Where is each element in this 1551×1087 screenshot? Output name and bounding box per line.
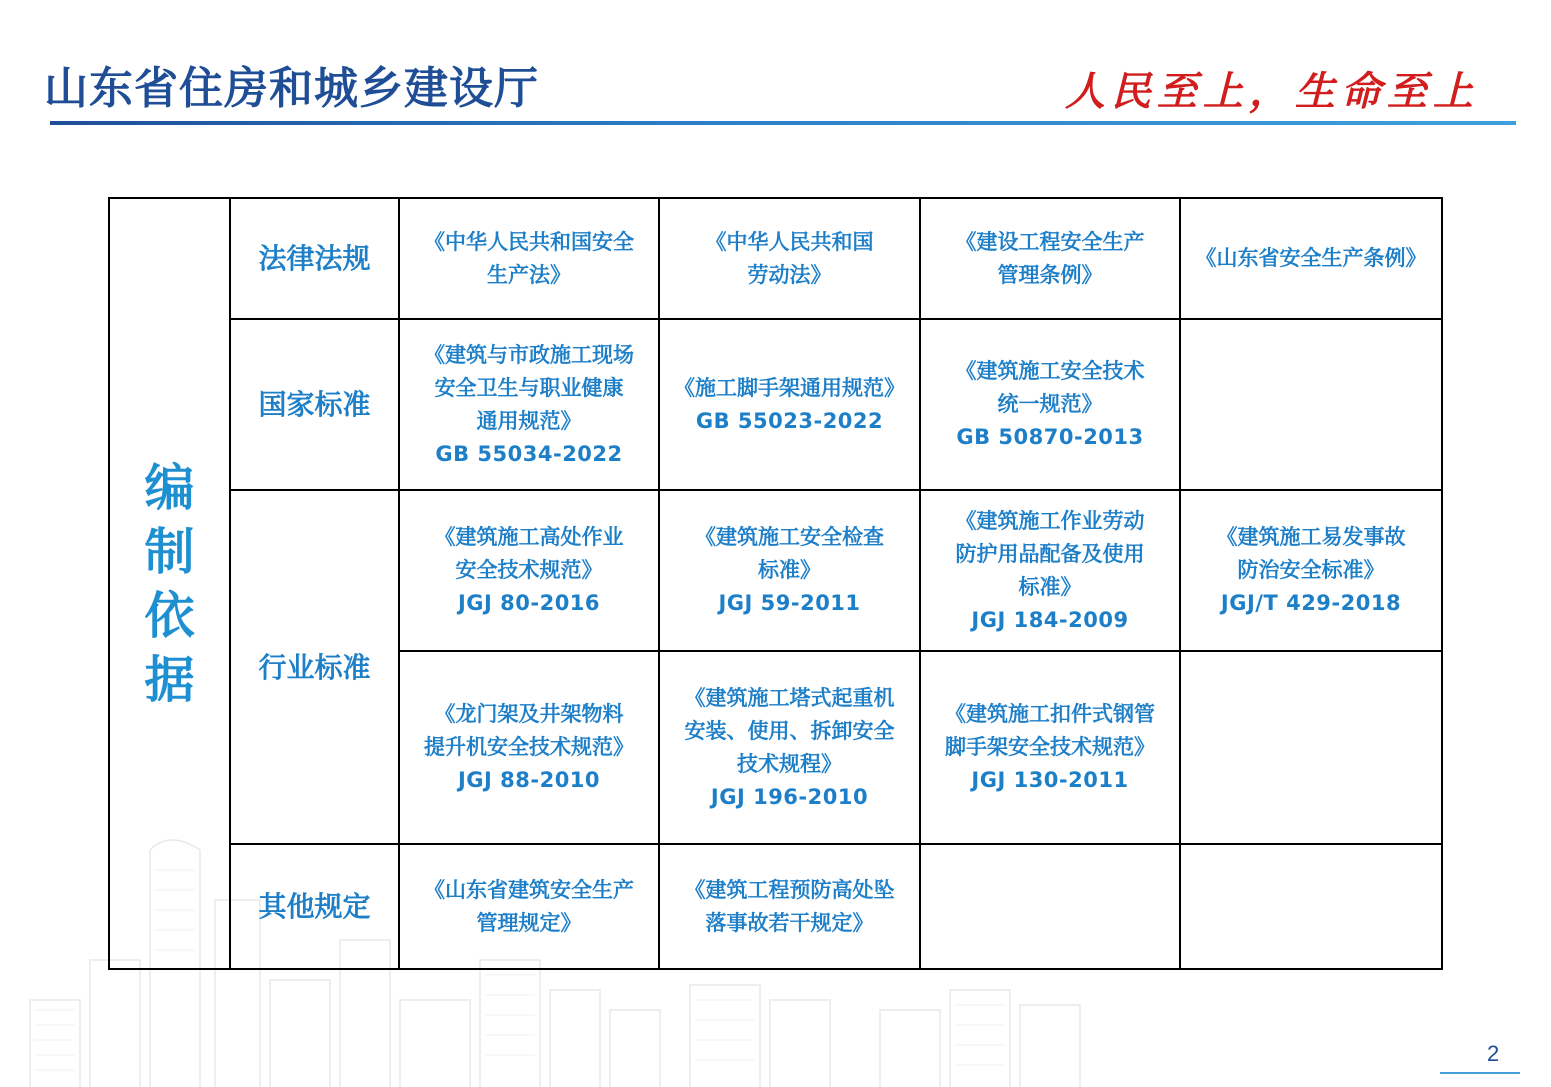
header-divider [50,121,1516,125]
standard-code: GB 55034-2022 [435,441,623,466]
category-other: 其他规定 [230,844,399,969]
empty-cell [1180,319,1442,490]
footer-divider [1440,1072,1520,1074]
doc-cell: 《中华人民共和国 劳动法》 [659,198,920,319]
standard-code: JGJ 88-2010 [457,768,601,792]
doc-cell: 《建筑施工塔式起重机 安装、使用、拆卸安全 技术规程》 JGJ 196-2010 [659,651,920,844]
doc-cell: 《施工脚手架通用规范》 GB 55023-2022 [659,319,920,490]
category-national: 国家标准 [230,319,399,490]
standard-code: GB 50870-2013 [956,425,1144,449]
doc-cell: 《建筑工程预防高处坠 落事故若干规定》 [659,844,920,969]
page-number: 2 [1487,1041,1500,1066]
empty-cell [920,844,1180,969]
empty-cell [1180,844,1442,969]
doc-cell: 《建筑施工安全技术 统一规范》 GB 50870-2013 [920,319,1180,490]
main-heading-char: 编 [144,458,195,517]
table-row-other [109,844,1442,969]
standard-code: JGJ 130-2011 [971,768,1129,792]
table-row-laws [109,198,1442,319]
doc-cell: 《建筑施工扣件式钢管 脚手架安全技术规范》 JGJ 130-2011 [920,651,1180,844]
standard-code: JGJ/T 429-2018 [1220,591,1402,615]
doc-cell: 《建筑施工作业劳动 防护用品配备及使用 标准》 JGJ 184-2009 [920,490,1180,651]
doc-cell: 《中华人民共和国安全 生产法》 [399,198,659,319]
standard-code: JGJ 80-2016 [457,591,601,615]
standard-code: JGJ 59-2011 [718,591,861,615]
doc-cell: 《建筑施工易发事故 防治安全标准》 JGJ/T 429-2018 [1180,490,1442,651]
doc-cell: 《建筑施工安全检查 标准》 JGJ 59-2011 [659,490,920,651]
main-heading-char: 依 [144,586,195,645]
doc-cell: 《山东省安全生产条例》 [1180,198,1442,319]
doc-cell: 《建筑施工高处作业 安全技术规范》 JGJ 80-2016 [399,490,659,651]
main-heading-char: 据 [144,650,195,709]
empty-cell [1180,651,1442,844]
category-industry: 行业标准 [230,490,399,844]
doc-cell: 《建筑与市政施工现场 安全卫生与职业健康 通用规范》 GB 55034-2022 [399,319,659,490]
category-laws: 法律法规 [230,198,399,319]
table-row-industry-1 [109,490,1442,651]
org-title: 山东省住房和城乡建设厅 [44,63,539,114]
standard-code: GB 55023-2022 [695,408,884,433]
main-heading-char: 制 [144,522,195,581]
standard-code: JGJ 184-2009 [971,607,1129,632]
slogan: 人民至上，生命至上 [1065,68,1479,115]
table-row-national [109,319,1442,490]
main-heading-cell [109,198,230,969]
doc-cell: 《山东省建筑安全生产 管理规定》 [399,844,659,969]
doc-cell: 《龙门架及井架物料 提升机安全技术规范》 JGJ 88-2010 [399,651,659,844]
compilation-basis-table [108,197,1443,970]
doc-cell: 《建设工程安全生产 管理条例》 [920,198,1180,319]
standard-code: JGJ 196-2010 [710,784,869,809]
